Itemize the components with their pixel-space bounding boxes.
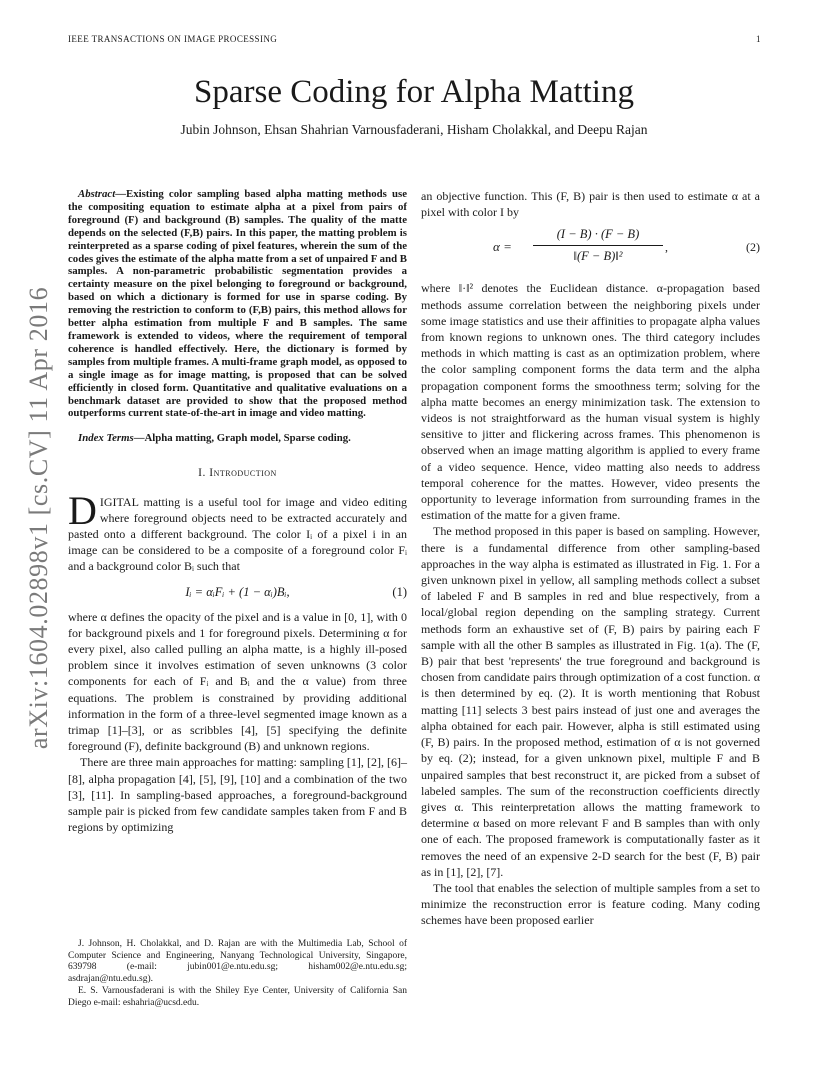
abstract [68,188,407,420]
abstract-text: —Existing color sampling based alpha matting methods use the compositing equation to estimate alpha at a pixel from pairs of foreground (F) and background (B) samples. The quality of the matte depends on the selected (F,B) pairs. In this paper, the matting problem is reinterpreted as a sparse coding of pixel features, wherein the sum of the codes gives the estimate of the alpha matte from a set of unpaired F and B samples. A non-parametric probabilistic segmentation provides a certainty measure on the pixel belonging to foreground or background, based on which a dictionary is formed for use in sparse coding. By removing the restriction to conform to (F,B) pairs, this method allows for better alpha estimation from multiple F and B samples. The same framework is extended to videos, where the requirement of temporal coherence is handled effectively. Here, the dictionary is formed by samples from multiple frames. A multi-frame graph model, as opposed to a single image as for image matting, is proposed that can be solved efficiently in closed form. Quantitative and qualitative evaluations on a benchmark dataset are provided to show that the proposed method outperforms current state-of-the-art in image and video matting. [68,188,407,420]
left-column [68,188,407,835]
equation-1 [68,575,407,609]
equation-2 [421,224,760,274]
arxiv-sidebar [20,283,58,753]
footnote-affiliation-2: E. S. Varnousfaderani is with the Shiley Eye Center, University of California San Diego e-mail: eshahria@ucsd.edu. [68,985,407,1008]
section-number: I. [198,467,206,480]
intro-paragraph-2: where α defines the opacity of the pixel and is a value in [0, 1], with 0 for background pixels and 1 for foreground pixels. Determining α for every pixel, also called pulling an alpha matte, is a highly ill-posed problem since it involves estimation of seven unknowns (3 color components for each of Fᵢ and Bᵢ and the α value) from three equations. The problem is constrained by providing additional information in the form of a three-level segmented image known as a trimap [1]–[3], or as scribbles [4], [5] specifying the definite foreground (F), definite background (B) and unknown regions. [68,609,407,754]
section-heading-introduction [68,465,407,481]
footnotes [68,939,407,1009]
right-paragraph-3: The method proposed in this paper is based on sampling. However, there is a fundamental difference from other sampling-based approaches in the way alpha is estimated as illustrated in Fig. 1. For a given unknown pixel in yellow, all sampling methods collect a subset of labeled F and B samples in red and blue respectively, from a local/global region depending on the sampling strategy. Current methods form an exhaustive set of (F, B) pairs by pairing each F sample with all the other B samples as illustrated in Fig. 1(a). The (F, B) pair that best 'represents' the true foreground and background is chosen from candidate pairs through optimization of a cost function. α is then determined by eq. (2). It is worth mentioning that Robust matting [11] selects 3 best pairs instead of just one and averages the alpha obtained for each pair. However, alpha is still estimated using (F, B) pairs. In the proposed method, estimation of α is not governed by eq. (2); instead, for a given unknown pixel, multiple F and B unpaired samples that best reconstruct it, are picked from a subset of labeled samples. The sum of the reconstruction coefficients directly gives α. This reinterpretation allows the matting framework to determine α based on more relevant F and B samples than with only one of each. The proposed framework is computationally faster as it removes the need of an expensive 2-D search for the best (F, B) pair as in [1], [2], [7]. [421,524,760,879]
drop-cap: D [68,487,97,533]
equation-2-numerator: (I − B) · (F − B) [533,226,663,245]
index-terms [68,432,407,445]
right-paragraph-4: The tool that enables the selection of multiple samples from a set to minimize the reconstruction error is feature coding. Many coding schemes have been proposed earlier [421,880,760,928]
arxiv-identifier: arXiv:1604.02898v1 [cs.CV] 11 Apr 2016 [24,286,53,750]
equation-2-denominator: ‖(F − B)‖² [573,248,623,263]
equation-2-lhs: α = [493,239,512,255]
right-column [421,188,760,929]
equation-1-number: (1) [392,584,407,599]
equation-2-fraction [533,226,663,263]
intro-paragraph-1-text: IGITAL matting is a useful tool for image and video editing where foreground objects need to be extracted accurately and pasted onto a different background. The color Iᵢ of a pixel i in an image can be considered to be a composite of a foreground color Fᵢ and a background color Bᵢ such that [68,494,407,574]
paper-authors: Jubin Johnson, Ehsan Shahrian Varnousfaderani, Hisham Cholakkal, and Deepu Rajan [180,122,648,137]
right-paragraph-1: an objective function. This (F, B) pair is then used to estimate α at a pixel with color I by [421,189,760,220]
equation-2-number: (2) [746,240,760,255]
paper-title: Sparse Coding for Alpha Matting [194,74,634,110]
running-head: IEEE TRANSACTIONS ON IMAGE PROCESSING [68,34,278,44]
right-paragraph-2: where ‖·‖² denotes the Euclidean distance. α-propagation based methods assume correlation between the neighboring pixels under some image statistics and use their affinities to propagate alpha values from known regions to unknown ones. The third category includes methods in which matting is cast as an optimization problem, where the color sampling component forms the data term and the alpha propagation component forms the smoothness term; solving for the alpha matte becomes an energy minimization task. The extension to videos is not straightforward as the human visual system is highly sensitive to jitter and flickering across frames. This phenomenon is observed when an image matting algorithm is applied to every frame of a video sequence. Hence, video matting also needs to address temporal coherence for the mattes. However, video presents the opportunity to leverage information from surrounding frames in the estimation of the matte for a given frame. [421,281,760,523]
page-number: 1 [756,34,761,44]
section-title: Introduction [209,467,277,480]
equation-2-comma: , [665,240,668,255]
footnote-affiliation-1: J. Johnson, H. Cholakkal, and D. Rajan are with the Multimedia Lab, School of Computer Science and Engineering, Nanyang Technological University, Singapore, 639798 (e-mail: jubin001@e.ntu.edu.sg; hisham002@e.ntu.edu.sg; asdrajan@ntu.edu.sg). [68,939,407,985]
index-terms-lead: Index Terms [78,432,134,445]
intro-paragraph-3: There are three main approaches for matting: sampling [1], [2], [6]–[8], alpha propagation [4], [5], [9], [10] and a combination of the two [3], [11]. In sampling-based approaches, a foreground-background sample pair is picked from few candidate samples taken from F and B regions by optimizing [68,755,407,835]
equation-1-body: Iᵢ = αᵢFᵢ + (1 − αᵢ)Bᵢ, [185,584,290,599]
abstract-lead: Abstract [78,188,116,200]
index-terms-text: —Alpha matting, Graph model, Sparse coding. [133,432,351,445]
intro-paragraph-1 [68,487,407,575]
